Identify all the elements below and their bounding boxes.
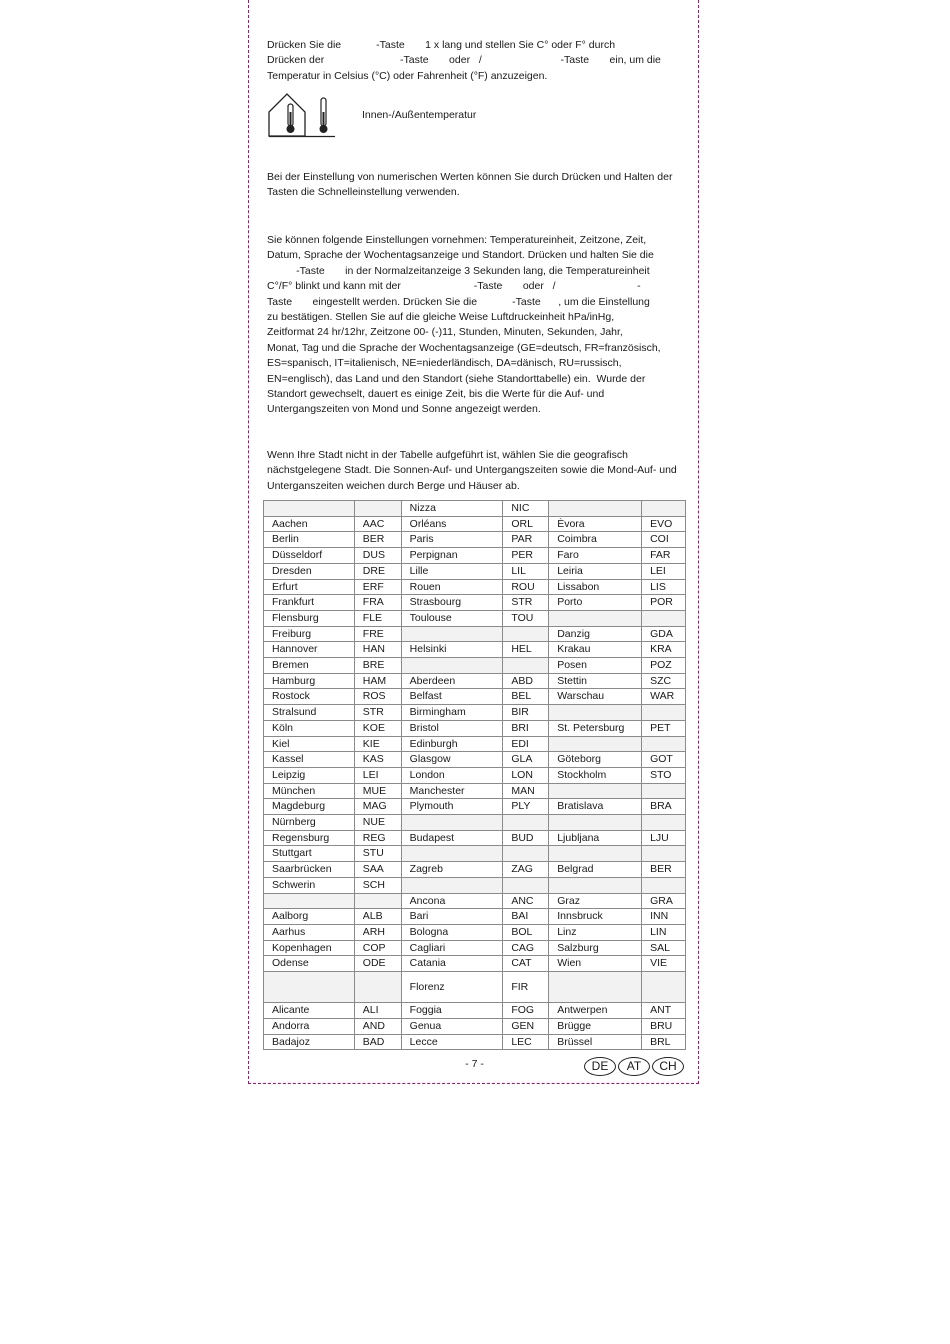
city-cell: Lissabon — [549, 579, 642, 595]
city-cell: Krakau — [549, 642, 642, 658]
city-cell: Freiburg — [264, 626, 355, 642]
city-cell: Posen — [549, 658, 642, 674]
city-cell: Orléans — [401, 516, 503, 532]
table-row — [264, 956, 686, 972]
city-cell — [401, 815, 503, 831]
text-line: Datum, Sprache der Wochentagsanzeige und Standort. Drücken und halten Sie die — [267, 249, 654, 262]
city-cell: Innsbruck — [549, 909, 642, 925]
city-cell: Brüssel — [549, 1034, 642, 1050]
city-cell: Dresden — [264, 563, 355, 579]
table-row — [264, 532, 686, 548]
city-cell: Leipzig — [264, 767, 355, 783]
text-line: Temperatur in Celsius (°C) oder Fahrenheit (°F) anzuzeigen. — [267, 69, 548, 82]
table-row — [264, 783, 686, 799]
table-row — [264, 658, 686, 674]
code-cell — [354, 501, 401, 517]
text-line: EN=englisch), das Land und den Standort (siehe Standorttabelle) ein. Wurde der — [267, 372, 646, 385]
code-cell: COI — [642, 532, 686, 548]
code-cell: BAD — [354, 1034, 401, 1050]
city-cell: Stettin — [549, 673, 642, 689]
code-cell: HAN — [354, 642, 401, 658]
table-row — [264, 877, 686, 893]
table-row — [264, 799, 686, 815]
city-cell — [549, 972, 642, 1003]
code-cell: BRE — [354, 658, 401, 674]
code-cell: ANC — [503, 893, 549, 909]
code-cell: EDI — [503, 736, 549, 752]
code-cell — [642, 972, 686, 1003]
code-cell: AAC — [354, 516, 401, 532]
code-cell: KAS — [354, 752, 401, 768]
code-cell — [642, 815, 686, 831]
code-cell: BER — [642, 862, 686, 878]
code-cell: STR — [503, 595, 549, 611]
city-cell: Perpignan — [401, 548, 503, 564]
code-cell: TOU — [503, 610, 549, 626]
city-cell: Regensburg — [264, 830, 355, 846]
city-cell: Graz — [549, 893, 642, 909]
code-cell: MAN — [503, 783, 549, 799]
city-cell: Bari — [401, 909, 503, 925]
code-cell: LIL — [503, 563, 549, 579]
code-cell: FAR — [642, 548, 686, 564]
code-cell — [642, 736, 686, 752]
city-cell: Genua — [401, 1018, 503, 1034]
table-row — [264, 501, 686, 517]
city-cell: Wien — [549, 956, 642, 972]
city-cell: Göteborg — [549, 752, 642, 768]
table-row — [264, 767, 686, 783]
city-cell: Magdeburg — [264, 799, 355, 815]
city-cell: Nizza — [401, 501, 503, 517]
text-line: Untergangszeiten von Mond und Sonne angezeigt werden. — [267, 403, 541, 416]
city-cell: Hannover — [264, 642, 355, 658]
code-cell: PLY — [503, 799, 549, 815]
city-cell: Catania — [401, 956, 503, 972]
city-cell — [549, 783, 642, 799]
code-cell: DRE — [354, 563, 401, 579]
city-cell: Lille — [401, 563, 503, 579]
text-line: Monat, Tag und die Sprache der Wochentagsanzeige (GE=deutsch, FR=französisch, — [267, 341, 661, 354]
code-cell: PET — [642, 720, 686, 736]
code-cell: ANT — [642, 1003, 686, 1019]
code-cell: BRU — [642, 1018, 686, 1034]
city-cell: Andorra — [264, 1018, 355, 1034]
city-cell: Coimbra — [549, 532, 642, 548]
city-cell: Antwerpen — [549, 1003, 642, 1019]
code-cell: ORL — [503, 516, 549, 532]
text-line: ES=spanisch, IT=italienisch, NE=niederländisch, DA=dänisch, RU=russisch, — [267, 357, 622, 370]
city-cell: St. Petersburg — [549, 720, 642, 736]
code-cell — [503, 877, 549, 893]
city-cell: Salzburg — [549, 940, 642, 956]
code-cell: ERF — [354, 579, 401, 595]
code-cell: VIE — [642, 956, 686, 972]
city-cell — [549, 501, 642, 517]
code-cell: LIS — [642, 579, 686, 595]
city-cell: Kopenhagen — [264, 940, 355, 956]
table-row — [264, 673, 686, 689]
city-cell: Stralsund — [264, 705, 355, 721]
code-cell: CAG — [503, 940, 549, 956]
code-cell: HEL — [503, 642, 549, 658]
code-cell — [642, 501, 686, 517]
city-cell: Èvora — [549, 516, 642, 532]
code-cell — [642, 783, 686, 799]
code-cell: ARH — [354, 924, 401, 940]
city-cell — [401, 658, 503, 674]
code-cell: STR — [354, 705, 401, 721]
city-cell: Zagreb — [401, 862, 503, 878]
code-cell — [503, 626, 549, 642]
table-row — [264, 1034, 686, 1050]
code-cell: LJU — [642, 830, 686, 846]
code-cell: FIR — [503, 972, 549, 1003]
code-cell: PAR — [503, 532, 549, 548]
table-row — [264, 1018, 686, 1034]
table-row — [264, 893, 686, 909]
table-row — [264, 940, 686, 956]
city-cell: Stockholm — [549, 767, 642, 783]
city-cell: Budapest — [401, 830, 503, 846]
city-cell: Florenz — [401, 972, 503, 1003]
city-cell: Schwerin — [264, 877, 355, 893]
city-cell: Badajoz — [264, 1034, 355, 1050]
code-cell: FRA — [354, 595, 401, 611]
city-cell: Toulouse — [401, 610, 503, 626]
table-row — [264, 705, 686, 721]
city-cell: Kiel — [264, 736, 355, 752]
country-badge-de: DE — [584, 1057, 616, 1076]
code-cell: BRA — [642, 799, 686, 815]
city-cell — [401, 877, 503, 893]
city-cell: Düsseldorf — [264, 548, 355, 564]
city-cell: Köln — [264, 720, 355, 736]
code-cell — [642, 877, 686, 893]
table-row — [264, 924, 686, 940]
city-cell: Aachen — [264, 516, 355, 532]
text-line: Drücken der -Taste oder / -Taste ein, um die — [267, 54, 661, 67]
code-cell: PER — [503, 548, 549, 564]
city-cell — [401, 846, 503, 862]
table-row — [264, 516, 686, 532]
code-cell — [503, 658, 549, 674]
code-cell: STU — [354, 846, 401, 862]
table-row — [264, 1003, 686, 1019]
location-hint-paragraph: Wenn Ihre Stadt nicht in der Tabelle aufgeführt ist, wählen Sie die geografisch nächstgelegene Stadt. Die Sonnen-Auf- und Untergangszeiten sowie die Mond-Auf- und Unterganszeiten weichen durch Berge und Häuser ab. — [267, 449, 677, 492]
city-cell: Rostock — [264, 689, 355, 705]
code-cell: ODE — [354, 956, 401, 972]
table-row — [264, 815, 686, 831]
text-line: Zeitformat 24 hr/12hr, Zeitzone 00- (-)11, Stunden, Minuten, Sekunden, Jahr, — [267, 326, 623, 339]
city-cell: Strasbourg — [401, 595, 503, 611]
city-cell: Bristol — [401, 720, 503, 736]
house-thermometer-icon — [267, 92, 337, 138]
code-cell: SCH — [354, 877, 401, 893]
city-cell: Birmingham — [401, 705, 503, 721]
table-row — [264, 752, 686, 768]
country-badge-ch: CH — [652, 1057, 684, 1076]
city-cell: Plymouth — [401, 799, 503, 815]
code-cell: BRL — [642, 1034, 686, 1050]
text-line: Sie können folgende Einstellungen vornehmen: Temperatureinheit, Zeitzone, Zeit, — [267, 234, 647, 246]
location-table-body — [264, 501, 686, 1050]
code-cell: AND — [354, 1018, 401, 1034]
city-cell: Berlin — [264, 532, 355, 548]
code-cell: SZC — [642, 673, 686, 689]
table-row — [264, 595, 686, 611]
city-cell: Warschau — [549, 689, 642, 705]
code-cell — [642, 610, 686, 626]
code-cell: POZ — [642, 658, 686, 674]
code-cell: NUE — [354, 815, 401, 831]
text-line: C°/F° blinkt und kann mit der -Taste oder / - — [267, 280, 641, 293]
code-cell: FOG — [503, 1003, 549, 1019]
text-line: Drücken Sie die -Taste 1 x lang und stellen Sie C° oder F° durch — [267, 39, 616, 51]
city-cell: Stuttgart — [264, 846, 355, 862]
code-cell: SAA — [354, 862, 401, 878]
code-cell: SAL — [642, 940, 686, 956]
city-cell: München — [264, 783, 355, 799]
code-cell: CAT — [503, 956, 549, 972]
code-cell: GOT — [642, 752, 686, 768]
location-table — [263, 500, 686, 1050]
manual-page — [248, 0, 699, 1084]
code-cell: LEC — [503, 1034, 549, 1050]
city-cell: Bologna — [401, 924, 503, 940]
city-cell — [549, 610, 642, 626]
city-cell: Kassel — [264, 752, 355, 768]
city-cell: Bratislava — [549, 799, 642, 815]
code-cell: ALI — [354, 1003, 401, 1019]
page-number: - 7 - — [465, 1058, 484, 1070]
text-line: -Taste in der Normalzeitanzeige 3 Sekunden lang, die Temperatureinheit — [267, 264, 650, 277]
code-cell: WAR — [642, 689, 686, 705]
city-cell: Frankfurt — [264, 595, 355, 611]
text-line: Taste eingestellt werden. Drücken Sie die -Taste , um die Einstellung — [267, 295, 650, 308]
settings-paragraph — [267, 233, 687, 418]
code-cell — [503, 815, 549, 831]
city-cell: Bremen — [264, 658, 355, 674]
code-cell: LIN — [642, 924, 686, 940]
code-cell: ALB — [354, 909, 401, 925]
city-cell: Aarhus — [264, 924, 355, 940]
city-cell — [549, 846, 642, 862]
code-cell: NIC — [503, 501, 549, 517]
city-cell: Cagliari — [401, 940, 503, 956]
temperature-icon-row — [267, 92, 687, 138]
temperature-unit-paragraph — [267, 38, 687, 84]
city-cell: Belfast — [401, 689, 503, 705]
city-cell: Danzig — [549, 626, 642, 642]
fast-setting-paragraph: Bei der Einstellung von numerischen Werten können Sie durch Drücken und Halten der Tasten die Schnelleinstellung verwenden. — [267, 171, 673, 199]
city-cell — [264, 501, 355, 517]
table-row — [264, 642, 686, 658]
city-cell — [401, 626, 503, 642]
code-cell: KOE — [354, 720, 401, 736]
table-row — [264, 720, 686, 736]
code-cell: MAG — [354, 799, 401, 815]
table-row — [264, 626, 686, 642]
code-cell: ROS — [354, 689, 401, 705]
table-row — [264, 689, 686, 705]
table-row — [264, 862, 686, 878]
city-cell: Lecce — [401, 1034, 503, 1050]
city-cell: Brügge — [549, 1018, 642, 1034]
code-cell: LON — [503, 767, 549, 783]
city-cell: Belgrad — [549, 862, 642, 878]
city-cell: Leiria — [549, 563, 642, 579]
table-row — [264, 579, 686, 595]
city-cell: Flensburg — [264, 610, 355, 626]
code-cell: LEI — [642, 563, 686, 579]
city-cell: Aalborg — [264, 909, 355, 925]
city-cell: Alicante — [264, 1003, 355, 1019]
table-row — [264, 736, 686, 752]
code-cell — [354, 893, 401, 909]
city-cell: Edinburgh — [401, 736, 503, 752]
code-cell: ABD — [503, 673, 549, 689]
city-cell: Linz — [549, 924, 642, 940]
city-cell: Helsinki — [401, 642, 503, 658]
code-cell — [354, 972, 401, 1003]
table-row — [264, 548, 686, 564]
code-cell: DUS — [354, 548, 401, 564]
code-cell: FLE — [354, 610, 401, 626]
code-cell: EVO — [642, 516, 686, 532]
code-cell — [642, 705, 686, 721]
code-cell: MUE — [354, 783, 401, 799]
text-line: zu bestätigen. Stellen Sie auf die gleiche Weise Luftdruckeinheit hPa/inHg, — [267, 311, 615, 324]
table-row — [264, 972, 686, 1003]
code-cell — [642, 846, 686, 862]
code-cell: COP — [354, 940, 401, 956]
table-row — [264, 610, 686, 626]
code-cell: REG — [354, 830, 401, 846]
city-cell: Erfurt — [264, 579, 355, 595]
city-cell: Saarbrücken — [264, 862, 355, 878]
city-cell: Aberdeen — [401, 673, 503, 689]
code-cell: BRI — [503, 720, 549, 736]
city-cell — [549, 705, 642, 721]
code-cell: HAM — [354, 673, 401, 689]
code-cell: GDA — [642, 626, 686, 642]
code-cell: INN — [642, 909, 686, 925]
city-cell: Foggia — [401, 1003, 503, 1019]
table-row — [264, 909, 686, 925]
text-line: Standort gewechselt, dauert es einige Zeit, bis die Werte für die Auf- und — [267, 388, 605, 401]
city-cell — [264, 972, 355, 1003]
code-cell: BER — [354, 532, 401, 548]
table-row — [264, 563, 686, 579]
code-cell: KRA — [642, 642, 686, 658]
code-cell: BUD — [503, 830, 549, 846]
city-cell: Ljubljana — [549, 830, 642, 846]
city-cell: London — [401, 767, 503, 783]
city-cell: Odense — [264, 956, 355, 972]
city-cell: Manchester — [401, 783, 503, 799]
icon-caption: Innen-/Außentemperatur — [362, 109, 477, 121]
code-cell: BOL — [503, 924, 549, 940]
code-cell: FRE — [354, 626, 401, 642]
code-cell: BIR — [503, 705, 549, 721]
code-cell: KIE — [354, 736, 401, 752]
code-cell: BEL — [503, 689, 549, 705]
code-cell: LEI — [354, 767, 401, 783]
city-cell: Hamburg — [264, 673, 355, 689]
code-cell: GRA — [642, 893, 686, 909]
city-cell — [264, 893, 355, 909]
country-badge-at: AT — [618, 1057, 650, 1076]
code-cell: GEN — [503, 1018, 549, 1034]
country-badges — [584, 1057, 686, 1076]
city-cell: Rouen — [401, 579, 503, 595]
city-cell: Porto — [549, 595, 642, 611]
code-cell: POR — [642, 595, 686, 611]
code-cell: STO — [642, 767, 686, 783]
code-cell: ZAG — [503, 862, 549, 878]
code-cell — [503, 846, 549, 862]
code-cell: BAI — [503, 909, 549, 925]
city-cell: Ancona — [401, 893, 503, 909]
thermometer-icon — [320, 98, 328, 133]
city-cell: Paris — [401, 532, 503, 548]
city-cell — [549, 877, 642, 893]
code-cell: ROU — [503, 579, 549, 595]
city-cell: Nürnberg — [264, 815, 355, 831]
table-row — [264, 830, 686, 846]
code-cell: GLA — [503, 752, 549, 768]
city-cell: Glasgow — [401, 752, 503, 768]
city-cell — [549, 736, 642, 752]
city-cell — [549, 815, 642, 831]
table-row — [264, 846, 686, 862]
city-cell: Faro — [549, 548, 642, 564]
